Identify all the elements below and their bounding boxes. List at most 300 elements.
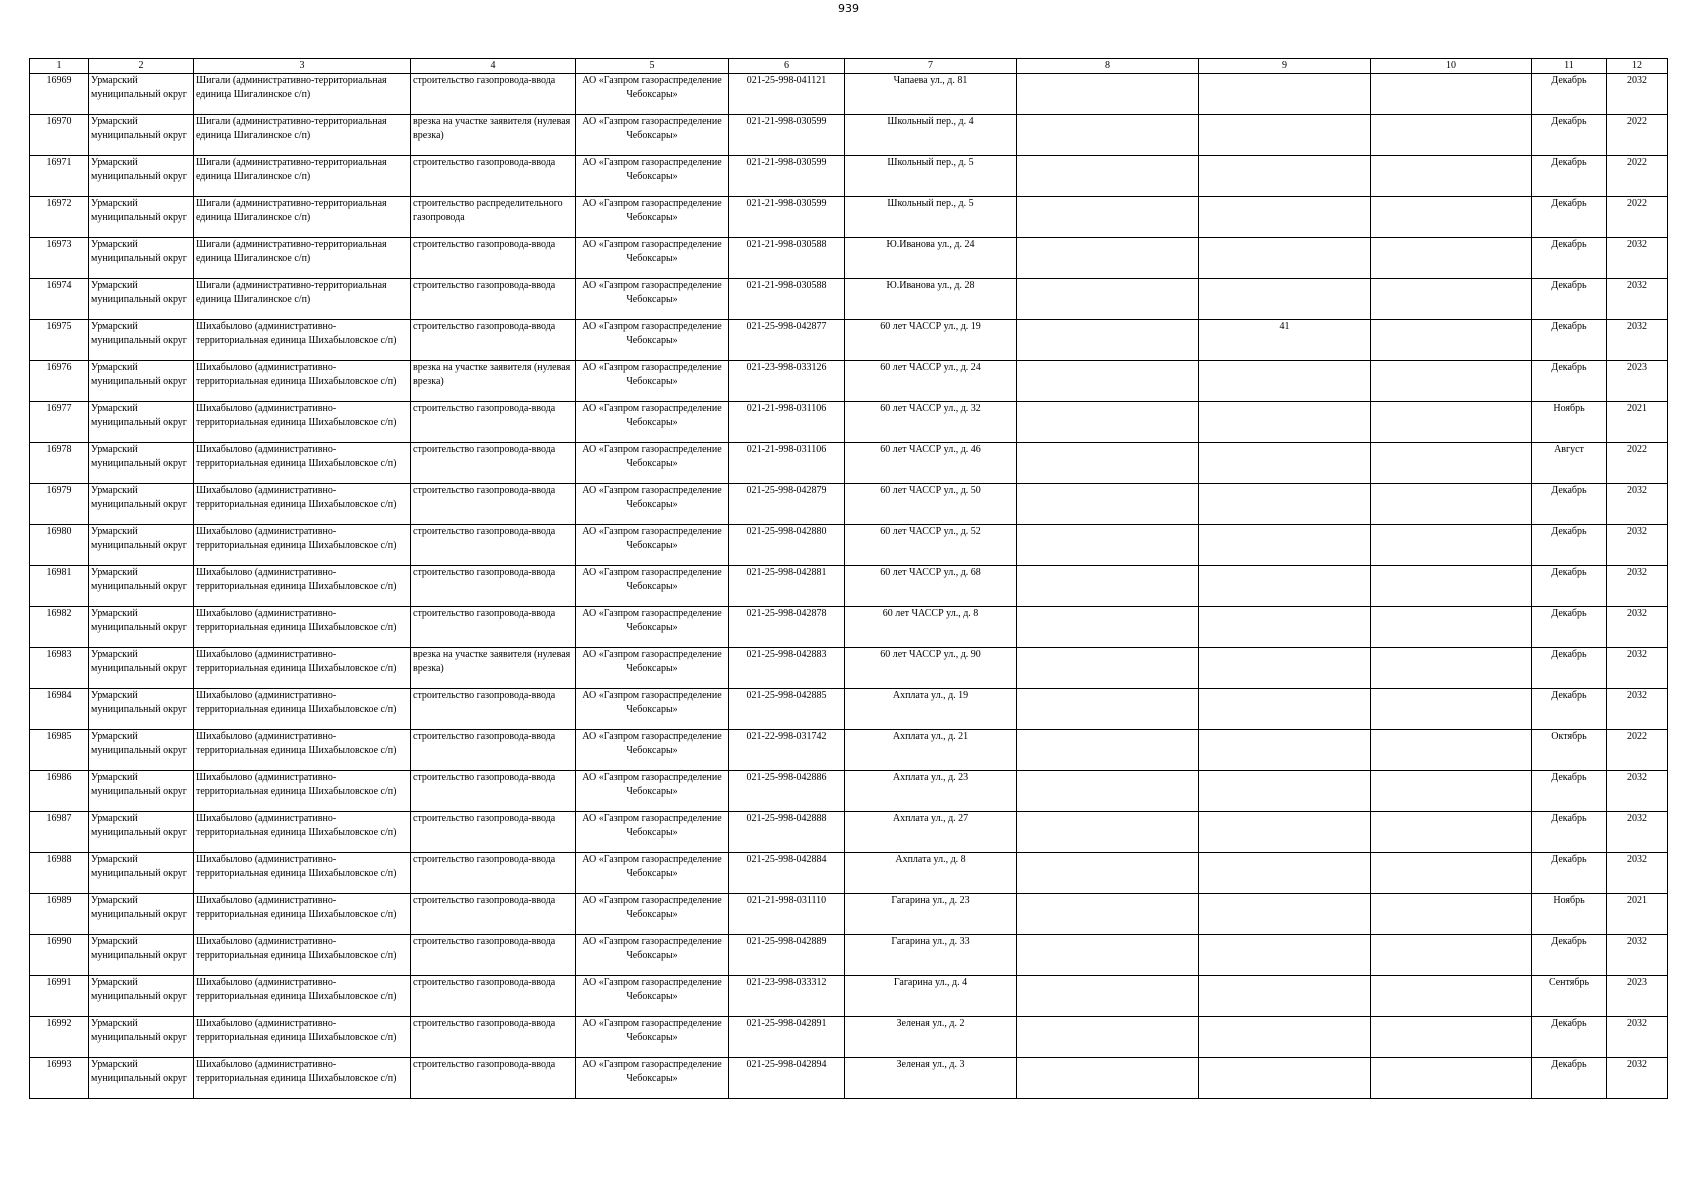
- table-row: [30, 74, 1668, 115]
- cell-col-1: 16987: [30, 812, 89, 853]
- cell-col-6: 021-25-998-042888: [729, 812, 845, 853]
- cell-col-12: 2022: [1607, 197, 1668, 238]
- cell-col-5: АО «Газпром газораспределение Чебоксары»: [576, 238, 729, 279]
- cell-col-3: Шихабылово (административно-территориальная единица Шихабыловское с/п): [194, 853, 411, 894]
- cell-col-2: Урмарский муниципальный округ: [89, 853, 194, 894]
- column-header-4: 4: [411, 59, 576, 74]
- cell-col-4: строительство газопровода-ввода: [411, 279, 576, 320]
- cell-col-10: [1371, 853, 1532, 894]
- cell-col-1: 16969: [30, 74, 89, 115]
- cell-col-11: Декабрь: [1532, 484, 1607, 525]
- cell-col-11: Сентябрь: [1532, 976, 1607, 1017]
- cell-col-4: строительство газопровода-ввода: [411, 935, 576, 976]
- cell-col-6: 021-23-998-033126: [729, 361, 845, 402]
- cell-col-11: Декабрь: [1532, 197, 1607, 238]
- cell-col-12: 2032: [1607, 812, 1668, 853]
- cell-col-4: строительство газопровода-ввода: [411, 771, 576, 812]
- cell-col-8: [1017, 279, 1199, 320]
- cell-col-6: 021-25-998-042881: [729, 566, 845, 607]
- cell-col-10: [1371, 197, 1532, 238]
- cell-col-5: АО «Газпром газораспределение Чебоксары»: [576, 853, 729, 894]
- cell-col-9: [1199, 1058, 1371, 1099]
- cell-col-10: [1371, 935, 1532, 976]
- cell-col-11: Декабрь: [1532, 566, 1607, 607]
- cell-col-1: 16992: [30, 1017, 89, 1058]
- cell-col-1: 16983: [30, 648, 89, 689]
- cell-col-4: врезка на участке заявителя (нулевая врезка): [411, 648, 576, 689]
- cell-col-1: 16986: [30, 771, 89, 812]
- cell-col-11: Декабрь: [1532, 74, 1607, 115]
- cell-col-2: Урмарский муниципальный округ: [89, 1058, 194, 1099]
- cell-col-12: 2032: [1607, 648, 1668, 689]
- cell-col-5: АО «Газпром газораспределение Чебоксары»: [576, 361, 729, 402]
- cell-col-5: АО «Газпром газораспределение Чебоксары»: [576, 197, 729, 238]
- column-header-10: 10: [1371, 59, 1532, 74]
- cell-col-4: строительство газопровода-ввода: [411, 238, 576, 279]
- column-header-5: 5: [576, 59, 729, 74]
- cell-col-10: [1371, 730, 1532, 771]
- cell-col-11: Декабрь: [1532, 156, 1607, 197]
- cell-col-5: АО «Газпром газораспределение Чебоксары»: [576, 279, 729, 320]
- cell-col-7: Ахплата ул., д. 21: [845, 730, 1017, 771]
- cell-col-4: строительство газопровода-ввода: [411, 525, 576, 566]
- cell-col-7: Гагарина ул., д. 33: [845, 935, 1017, 976]
- cell-col-7: 60 лет ЧАССР ул., д. 68: [845, 566, 1017, 607]
- cell-col-11: Декабрь: [1532, 525, 1607, 566]
- table-body: [30, 74, 1668, 1099]
- cell-col-1: 16979: [30, 484, 89, 525]
- cell-col-3: Шихабылово (административно-территориальная единица Шихабыловское с/п): [194, 443, 411, 484]
- cell-col-6: 021-25-998-042877: [729, 320, 845, 361]
- cell-col-9: [1199, 197, 1371, 238]
- cell-col-3: Шигали (административно-территориальная единица Шигалинское с/п): [194, 156, 411, 197]
- cell-col-10: [1371, 1017, 1532, 1058]
- column-header-8: 8: [1017, 59, 1199, 74]
- cell-col-1: 16972: [30, 197, 89, 238]
- cell-col-7: Ахплата ул., д. 8: [845, 853, 1017, 894]
- cell-col-6: 021-21-998-030588: [729, 238, 845, 279]
- cell-col-11: Декабрь: [1532, 853, 1607, 894]
- column-header-3: 3: [194, 59, 411, 74]
- cell-col-2: Урмарский муниципальный округ: [89, 935, 194, 976]
- column-header-11: 11: [1532, 59, 1607, 74]
- cell-col-3: Шихабылово (административно-территориальная единица Шихабыловское с/п): [194, 730, 411, 771]
- cell-col-2: Урмарский муниципальный округ: [89, 115, 194, 156]
- cell-col-5: АО «Газпром газораспределение Чебоксары»: [576, 402, 729, 443]
- table-row: [30, 853, 1668, 894]
- cell-col-2: Урмарский муниципальный округ: [89, 197, 194, 238]
- cell-col-12: 2032: [1607, 1058, 1668, 1099]
- cell-col-2: Урмарский муниципальный округ: [89, 566, 194, 607]
- cell-col-3: Шихабылово (административно-территориальная единица Шихабыловское с/п): [194, 771, 411, 812]
- cell-col-5: АО «Газпром газораспределение Чебоксары»: [576, 935, 729, 976]
- cell-col-12: 2021: [1607, 894, 1668, 935]
- cell-col-11: Октябрь: [1532, 730, 1607, 771]
- cell-col-1: 16973: [30, 238, 89, 279]
- cell-col-1: 16974: [30, 279, 89, 320]
- table-row: [30, 935, 1668, 976]
- cell-col-8: [1017, 484, 1199, 525]
- cell-col-4: врезка на участке заявителя (нулевая врезка): [411, 115, 576, 156]
- cell-col-3: Шихабылово (административно-территориальная единица Шихабыловское с/п): [194, 525, 411, 566]
- cell-col-6: 021-21-998-031106: [729, 443, 845, 484]
- cell-col-8: [1017, 361, 1199, 402]
- cell-col-10: [1371, 771, 1532, 812]
- cell-col-4: строительство газопровода-ввода: [411, 607, 576, 648]
- cell-col-6: 021-21-998-030599: [729, 115, 845, 156]
- cell-col-5: АО «Газпром газораспределение Чебоксары»: [576, 74, 729, 115]
- cell-col-4: строительство газопровода-ввода: [411, 894, 576, 935]
- column-header-6: 6: [729, 59, 845, 74]
- cell-col-4: строительство газопровода-ввода: [411, 689, 576, 730]
- cell-col-3: Шигали (административно-территориальная единица Шигалинское с/п): [194, 197, 411, 238]
- cell-col-11: Август: [1532, 443, 1607, 484]
- cell-col-9: [1199, 74, 1371, 115]
- table-row: [30, 730, 1668, 771]
- cell-col-7: 60 лет ЧАССР ул., д. 50: [845, 484, 1017, 525]
- cell-col-3: Шихабылово (административно-территориальная единица Шихабыловское с/п): [194, 812, 411, 853]
- cell-col-1: 16989: [30, 894, 89, 935]
- cell-col-7: Школьный пер., д. 4: [845, 115, 1017, 156]
- cell-col-10: [1371, 689, 1532, 730]
- cell-col-2: Урмарский муниципальный округ: [89, 74, 194, 115]
- cell-col-12: 2021: [1607, 402, 1668, 443]
- cell-col-7: Ахплата ул., д. 23: [845, 771, 1017, 812]
- cell-col-4: врезка на участке заявителя (нулевая врезка): [411, 361, 576, 402]
- cell-col-3: Шихабылово (административно-территориальная единица Шихабыловское с/п): [194, 689, 411, 730]
- table-row: [30, 812, 1668, 853]
- table-row: [30, 484, 1668, 525]
- cell-col-6: 021-25-998-042884: [729, 853, 845, 894]
- cell-col-6: 021-25-998-042879: [729, 484, 845, 525]
- column-header-2: 2: [89, 59, 194, 74]
- cell-col-6: 021-25-998-042889: [729, 935, 845, 976]
- cell-col-7: 60 лет ЧАССР ул., д. 32: [845, 402, 1017, 443]
- cell-col-5: АО «Газпром газораспределение Чебоксары»: [576, 894, 729, 935]
- table-row: [30, 320, 1668, 361]
- cell-col-8: [1017, 894, 1199, 935]
- column-header-1: 1: [30, 59, 89, 74]
- cell-col-3: Шихабылово (административно-территориальная единица Шихабыловское с/п): [194, 935, 411, 976]
- cell-col-7: 60 лет ЧАССР ул., д. 8: [845, 607, 1017, 648]
- cell-col-3: Шихабылово (административно-территориальная единица Шихабыловское с/п): [194, 402, 411, 443]
- cell-col-7: Гагарина ул., д. 23: [845, 894, 1017, 935]
- cell-col-12: 2022: [1607, 156, 1668, 197]
- cell-col-2: Урмарский муниципальный округ: [89, 279, 194, 320]
- cell-col-5: АО «Газпром газораспределение Чебоксары»: [576, 771, 729, 812]
- cell-col-4: строительство газопровода-ввода: [411, 484, 576, 525]
- table-row: [30, 361, 1668, 402]
- cell-col-10: [1371, 894, 1532, 935]
- cell-col-1: 16971: [30, 156, 89, 197]
- cell-col-9: [1199, 894, 1371, 935]
- cell-col-6: 021-25-998-042891: [729, 1017, 845, 1058]
- cell-col-8: [1017, 525, 1199, 566]
- cell-col-3: Шихабылово (административно-территориальная единица Шихабыловское с/п): [194, 566, 411, 607]
- cell-col-6: 021-25-998-042886: [729, 771, 845, 812]
- cell-col-11: Декабрь: [1532, 812, 1607, 853]
- cell-col-12: 2032: [1607, 484, 1668, 525]
- cell-col-3: Шихабылово (административно-территориальная единица Шихабыловское с/п): [194, 484, 411, 525]
- cell-col-10: [1371, 361, 1532, 402]
- cell-col-12: 2022: [1607, 730, 1668, 771]
- cell-col-9: [1199, 607, 1371, 648]
- cell-col-11: Декабрь: [1532, 115, 1607, 156]
- cell-col-6: 021-25-998-041121: [729, 74, 845, 115]
- cell-col-8: [1017, 812, 1199, 853]
- cell-col-7: Зеленая ул., д. 3: [845, 1058, 1017, 1099]
- table-row: [30, 443, 1668, 484]
- cell-col-2: Урмарский муниципальный округ: [89, 976, 194, 1017]
- cell-col-12: 2032: [1607, 607, 1668, 648]
- cell-col-8: [1017, 238, 1199, 279]
- cell-col-6: 021-25-998-042885: [729, 689, 845, 730]
- cell-col-7: 60 лет ЧАССР ул., д. 24: [845, 361, 1017, 402]
- cell-col-6: 021-21-998-030599: [729, 156, 845, 197]
- cell-col-10: [1371, 320, 1532, 361]
- cell-col-2: Урмарский муниципальный округ: [89, 320, 194, 361]
- cell-col-8: [1017, 648, 1199, 689]
- cell-col-10: [1371, 279, 1532, 320]
- cell-col-7: Ю.Иванова ул., д. 24: [845, 238, 1017, 279]
- cell-col-5: АО «Газпром газораспределение Чебоксары»: [576, 566, 729, 607]
- cell-col-2: Урмарский муниципальный округ: [89, 484, 194, 525]
- cell-col-1: 16981: [30, 566, 89, 607]
- registry-table: [29, 58, 1668, 1099]
- cell-col-3: Шихабылово (административно-территориальная единица Шихабыловское с/п): [194, 976, 411, 1017]
- cell-col-4: строительство газопровода-ввода: [411, 812, 576, 853]
- cell-col-7: 60 лет ЧАССР ул., д. 52: [845, 525, 1017, 566]
- cell-col-7: Школьный пер., д. 5: [845, 197, 1017, 238]
- cell-col-9: [1199, 566, 1371, 607]
- cell-col-10: [1371, 115, 1532, 156]
- cell-col-12: 2032: [1607, 1017, 1668, 1058]
- cell-col-11: Декабрь: [1532, 689, 1607, 730]
- cell-col-5: АО «Газпром газораспределение Чебоксары»: [576, 156, 729, 197]
- table-row: [30, 771, 1668, 812]
- cell-col-9: [1199, 525, 1371, 566]
- cell-col-11: Декабрь: [1532, 607, 1607, 648]
- table-row: [30, 238, 1668, 279]
- cell-col-11: Декабрь: [1532, 935, 1607, 976]
- cell-col-5: АО «Газпром газораспределение Чебоксары»: [576, 443, 729, 484]
- cell-col-4: строительство газопровода-ввода: [411, 443, 576, 484]
- cell-col-2: Урмарский муниципальный округ: [89, 525, 194, 566]
- cell-col-1: 16985: [30, 730, 89, 771]
- cell-col-1: 16980: [30, 525, 89, 566]
- cell-col-12: 2023: [1607, 361, 1668, 402]
- cell-col-1: 16993: [30, 1058, 89, 1099]
- cell-col-11: Декабрь: [1532, 1058, 1607, 1099]
- cell-col-6: 021-25-998-042880: [729, 525, 845, 566]
- header-row: [30, 59, 1668, 74]
- cell-col-5: АО «Газпром газораспределение Чебоксары»: [576, 320, 729, 361]
- cell-col-7: Ахплата ул., д. 19: [845, 689, 1017, 730]
- cell-col-9: [1199, 361, 1371, 402]
- cell-col-11: Декабрь: [1532, 771, 1607, 812]
- table-row: [30, 976, 1668, 1017]
- cell-col-8: [1017, 115, 1199, 156]
- cell-col-3: Шихабылово (административно-территориальная единица Шихабыловское с/п): [194, 1058, 411, 1099]
- cell-col-2: Урмарский муниципальный округ: [89, 402, 194, 443]
- cell-col-10: [1371, 812, 1532, 853]
- cell-col-4: строительство газопровода-ввода: [411, 320, 576, 361]
- table-row: [30, 648, 1668, 689]
- cell-col-3: Шигали (административно-территориальная единица Шигалинское с/п): [194, 238, 411, 279]
- cell-col-7: Чапаева ул., д. 81: [845, 74, 1017, 115]
- cell-col-12: 2022: [1607, 443, 1668, 484]
- cell-col-4: строительство газопровода-ввода: [411, 74, 576, 115]
- cell-col-5: АО «Газпром газораспределение Чебоксары»: [576, 1017, 729, 1058]
- cell-col-3: Шихабылово (административно-территориальная единица Шихабыловское с/п): [194, 648, 411, 689]
- table-header: [30, 59, 1668, 74]
- cell-col-3: Шигали (административно-территориальная единица Шигалинское с/п): [194, 279, 411, 320]
- table-row: [30, 689, 1668, 730]
- cell-col-9: [1199, 976, 1371, 1017]
- cell-col-9: [1199, 443, 1371, 484]
- cell-col-10: [1371, 402, 1532, 443]
- cell-col-8: [1017, 443, 1199, 484]
- cell-col-8: [1017, 156, 1199, 197]
- cell-col-2: Урмарский муниципальный округ: [89, 894, 194, 935]
- cell-col-2: Урмарский муниципальный округ: [89, 361, 194, 402]
- cell-col-9: [1199, 730, 1371, 771]
- cell-col-2: Урмарский муниципальный округ: [89, 771, 194, 812]
- cell-col-1: 16977: [30, 402, 89, 443]
- cell-col-1: 16978: [30, 443, 89, 484]
- table-row: [30, 279, 1668, 320]
- cell-col-9: [1199, 771, 1371, 812]
- cell-col-9: [1199, 689, 1371, 730]
- cell-col-8: [1017, 402, 1199, 443]
- cell-col-9: [1199, 648, 1371, 689]
- table-row: [30, 1017, 1668, 1058]
- cell-col-12: 2032: [1607, 853, 1668, 894]
- cell-col-10: [1371, 1058, 1532, 1099]
- cell-col-5: АО «Газпром газораспределение Чебоксары»: [576, 1058, 729, 1099]
- cell-col-12: 2032: [1607, 525, 1668, 566]
- cell-col-4: строительство распределительного газопровода: [411, 197, 576, 238]
- column-header-12: 12: [1607, 59, 1668, 74]
- cell-col-3: Шихабылово (административно-территориальная единица Шихабыловское с/п): [194, 361, 411, 402]
- cell-col-10: [1371, 238, 1532, 279]
- cell-col-7: 60 лет ЧАССР ул., д. 46: [845, 443, 1017, 484]
- cell-col-1: 16988: [30, 853, 89, 894]
- cell-col-3: Шихабылово (административно-территориальная единица Шихабыловское с/п): [194, 1017, 411, 1058]
- page-number: 939: [838, 2, 859, 15]
- cell-col-9: [1199, 115, 1371, 156]
- cell-col-9: [1199, 812, 1371, 853]
- cell-col-12: 2023: [1607, 976, 1668, 1017]
- cell-col-11: Ноябрь: [1532, 894, 1607, 935]
- cell-col-11: Декабрь: [1532, 320, 1607, 361]
- cell-col-2: Урмарский муниципальный округ: [89, 730, 194, 771]
- cell-col-11: Декабрь: [1532, 361, 1607, 402]
- cell-col-10: [1371, 566, 1532, 607]
- cell-col-12: 2032: [1607, 771, 1668, 812]
- cell-col-12: 2032: [1607, 935, 1668, 976]
- cell-col-9: [1199, 1017, 1371, 1058]
- table-row: [30, 607, 1668, 648]
- cell-col-2: Урмарский муниципальный округ: [89, 689, 194, 730]
- cell-col-9: [1199, 279, 1371, 320]
- cell-col-10: [1371, 648, 1532, 689]
- cell-col-10: [1371, 976, 1532, 1017]
- cell-col-7: Ахплата ул., д. 27: [845, 812, 1017, 853]
- cell-col-12: 2022: [1607, 115, 1668, 156]
- table-row: [30, 894, 1668, 935]
- cell-col-9: [1199, 238, 1371, 279]
- cell-col-8: [1017, 935, 1199, 976]
- cell-col-6: 021-22-998-031742: [729, 730, 845, 771]
- cell-col-6: 021-25-998-042894: [729, 1058, 845, 1099]
- cell-col-3: Шихабылово (административно-территориальная единица Шихабыловское с/п): [194, 607, 411, 648]
- cell-col-3: Шихабылово (административно-территориальная единица Шихабыловское с/п): [194, 894, 411, 935]
- cell-col-9: [1199, 853, 1371, 894]
- cell-col-12: 2032: [1607, 74, 1668, 115]
- cell-col-11: Декабрь: [1532, 238, 1607, 279]
- cell-col-2: Урмарский муниципальный округ: [89, 156, 194, 197]
- cell-col-7: Школьный пер., д. 5: [845, 156, 1017, 197]
- cell-col-8: [1017, 320, 1199, 361]
- cell-col-10: [1371, 607, 1532, 648]
- cell-col-8: [1017, 74, 1199, 115]
- cell-col-3: Шигали (административно-территориальная единица Шигалинское с/п): [194, 74, 411, 115]
- cell-col-3: Шихабылово (административно-территориальная единица Шихабыловское с/п): [194, 320, 411, 361]
- cell-col-5: АО «Газпром газораспределение Чебоксары»: [576, 115, 729, 156]
- cell-col-11: Декабрь: [1532, 648, 1607, 689]
- cell-col-9: [1199, 484, 1371, 525]
- cell-col-4: строительство газопровода-ввода: [411, 976, 576, 1017]
- table-row: [30, 566, 1668, 607]
- cell-col-9: [1199, 402, 1371, 443]
- cell-col-12: 2032: [1607, 320, 1668, 361]
- cell-col-5: АО «Газпром газораспределение Чебоксары»: [576, 730, 729, 771]
- cell-col-6: 021-25-998-042883: [729, 648, 845, 689]
- cell-col-8: [1017, 1058, 1199, 1099]
- cell-col-8: [1017, 976, 1199, 1017]
- cell-col-7: 60 лет ЧАССР ул., д. 90: [845, 648, 1017, 689]
- cell-col-2: Урмарский муниципальный округ: [89, 238, 194, 279]
- cell-col-6: 021-23-998-033312: [729, 976, 845, 1017]
- cell-col-6: 021-21-998-031106: [729, 402, 845, 443]
- cell-col-5: АО «Газпром газораспределение Чебоксары»: [576, 812, 729, 853]
- cell-col-8: [1017, 730, 1199, 771]
- cell-col-8: [1017, 566, 1199, 607]
- cell-col-11: Декабрь: [1532, 279, 1607, 320]
- cell-col-4: строительство газопровода-ввода: [411, 1017, 576, 1058]
- cell-col-7: 60 лет ЧАССР ул., д. 19: [845, 320, 1017, 361]
- table-row: [30, 197, 1668, 238]
- cell-col-7: Гагарина ул., д. 4: [845, 976, 1017, 1017]
- cell-col-9: [1199, 156, 1371, 197]
- cell-col-5: АО «Газпром газораспределение Чебоксары»: [576, 689, 729, 730]
- cell-col-6: 021-21-998-030588: [729, 279, 845, 320]
- cell-col-8: [1017, 197, 1199, 238]
- cell-col-7: Ю.Иванова ул., д. 28: [845, 279, 1017, 320]
- cell-col-1: 16970: [30, 115, 89, 156]
- cell-col-11: Декабрь: [1532, 1017, 1607, 1058]
- cell-col-10: [1371, 156, 1532, 197]
- table-row: [30, 156, 1668, 197]
- cell-col-8: [1017, 771, 1199, 812]
- cell-col-7: Зеленая ул., д. 2: [845, 1017, 1017, 1058]
- cell-col-2: Урмарский муниципальный округ: [89, 443, 194, 484]
- cell-col-12: 2032: [1607, 279, 1668, 320]
- cell-col-4: строительство газопровода-ввода: [411, 402, 576, 443]
- cell-col-4: строительство газопровода-ввода: [411, 853, 576, 894]
- cell-col-1: 16990: [30, 935, 89, 976]
